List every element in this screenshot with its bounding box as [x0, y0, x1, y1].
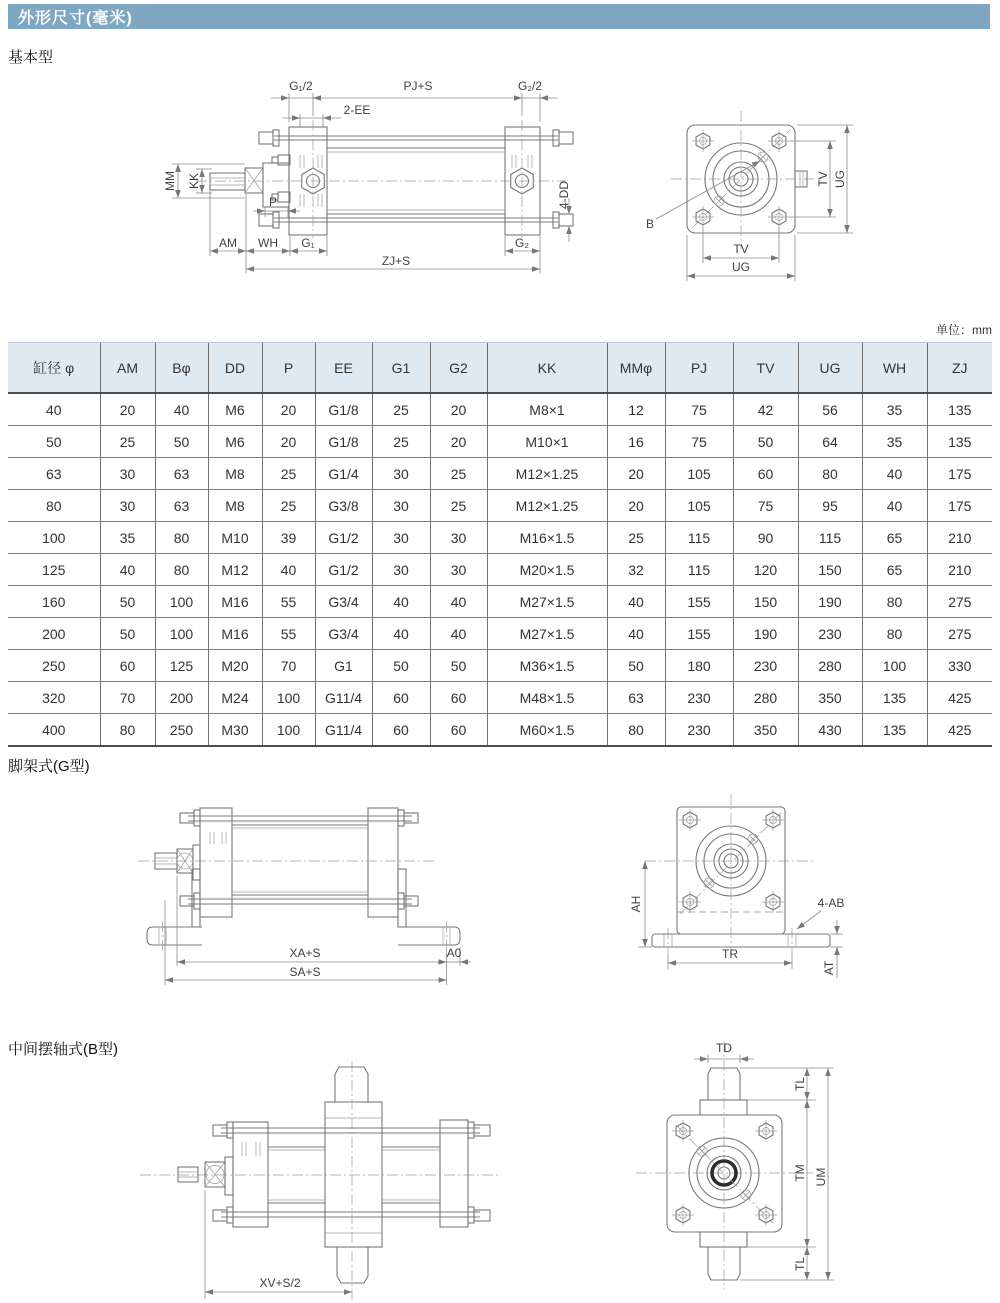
column-header: AM: [100, 343, 155, 394]
table-row: [8, 586, 992, 618]
dim-label-g1-half: G₁/2: [289, 79, 313, 93]
table-cell: 75: [665, 393, 733, 426]
dim-label-g2-half: G₂/2: [518, 79, 542, 93]
dimensions: [163, 79, 571, 273]
foot-side-view-drawing: [130, 780, 570, 995]
table-cell: G1/4: [315, 458, 372, 490]
table-cell: 60: [733, 458, 798, 490]
dim-label-p: P: [268, 195, 278, 209]
table-cell: M10×1: [487, 426, 607, 458]
table-cell: 80: [862, 618, 927, 650]
table-cell: 25: [372, 426, 430, 458]
table-cell: 320: [8, 682, 100, 714]
table-cell: 50: [8, 426, 100, 458]
table-cell: 250: [155, 714, 208, 747]
table-cell: 20: [430, 393, 487, 426]
table-cell: 350: [733, 714, 798, 747]
table-cell: G3/8: [315, 490, 372, 522]
table-cell: 25: [430, 490, 487, 522]
table-cell: M12×1.25: [487, 458, 607, 490]
table-cell: 100: [262, 682, 315, 714]
dim-label-tl-bottom: TL: [793, 1256, 807, 1272]
table-cell: 70: [262, 650, 315, 682]
table-cell: 190: [733, 618, 798, 650]
flange-face: [645, 794, 830, 954]
dim-label-tm: TM: [793, 1164, 807, 1182]
section-banner: [8, 4, 990, 29]
flange-face: [671, 111, 814, 249]
table-cell: 50: [100, 586, 155, 618]
table-row: [8, 426, 992, 458]
table-cell: 135: [862, 682, 927, 714]
table-cell: M6: [208, 426, 262, 458]
table-cell: 63: [155, 458, 208, 490]
column-header: UG: [798, 343, 862, 394]
table-cell: M27×1.5: [487, 618, 607, 650]
dim-label-ug-side: UG: [833, 170, 847, 188]
table-cell: 50: [607, 650, 665, 682]
table-row: [8, 458, 992, 490]
table-cell: M60×1.5: [487, 714, 607, 747]
corner-bolt-holes: [672, 1120, 777, 1226]
table-cell: 65: [862, 554, 927, 586]
table-row: [8, 522, 992, 554]
table-cell: 115: [665, 554, 733, 586]
table-cell: 25: [100, 426, 155, 458]
table-cell: 100: [862, 650, 927, 682]
table-cell: 35: [862, 426, 927, 458]
dim-label-4dd: 4-DD: [557, 180, 571, 210]
table-row: [8, 714, 992, 747]
table-cell: 190: [798, 586, 862, 618]
table-cell: 63: [155, 490, 208, 522]
table-cell: 40: [607, 586, 665, 618]
table-cell: 25: [430, 458, 487, 490]
table-cell: M16×1.5: [487, 522, 607, 554]
table-cell: 90: [733, 522, 798, 554]
table-cell: G11/4: [315, 714, 372, 747]
dim-label-2ee: 2-EE: [343, 103, 371, 117]
flange-face: [636, 1041, 813, 1289]
table-cell: 80: [155, 522, 208, 554]
table-cell: M48×1.5: [487, 682, 607, 714]
table-cell: 150: [733, 586, 798, 618]
table-cell: 42: [733, 393, 798, 426]
table-cell: 135: [927, 426, 992, 458]
table-cell: 50: [430, 650, 487, 682]
table-cell: 80: [8, 490, 100, 522]
table-cell: 50: [733, 426, 798, 458]
table-cell: 16: [607, 426, 665, 458]
table-cell: 20: [607, 490, 665, 522]
table-cell: G3/4: [315, 618, 372, 650]
dim-label-pj-s: PJ+S: [403, 79, 433, 93]
basic-front-view-drawing: [640, 100, 870, 290]
dim-label-mm: MM: [163, 171, 177, 191]
table-cell: M10: [208, 522, 262, 554]
table-cell: 350: [798, 682, 862, 714]
dim-label-sa-s: SA+S: [289, 965, 321, 979]
dimensions-table: [8, 342, 992, 747]
dim-label-b: B: [645, 217, 655, 231]
dimensions: [629, 861, 844, 978]
table-cell: 55: [262, 586, 315, 618]
column-header: MMφ: [607, 343, 665, 394]
dim-label-ah: AH: [629, 895, 643, 913]
dim-label-g1: G₁: [301, 236, 315, 250]
dimensions: [205, 1190, 352, 1299]
table-cell: 280: [733, 682, 798, 714]
table-cell: 125: [155, 650, 208, 682]
table-cell: 425: [927, 714, 992, 747]
table-cell: 80: [798, 458, 862, 490]
table-cell: 60: [430, 714, 487, 747]
table-cell: 135: [862, 714, 927, 747]
column-header: WH: [862, 343, 927, 394]
dim-label-at: AT: [822, 960, 836, 976]
table-cell: M16: [208, 586, 262, 618]
table-cell: 70: [100, 682, 155, 714]
column-header: DD: [208, 343, 262, 394]
table-cell: 175: [927, 458, 992, 490]
table-cell: 200: [155, 682, 208, 714]
table-cell: 20: [430, 426, 487, 458]
cylinder-body: [140, 1061, 500, 1301]
table-cell: 80: [155, 554, 208, 586]
dim-label-um: UM: [814, 1167, 828, 1187]
table-cell: 25: [262, 458, 315, 490]
table-cell: 120: [733, 554, 798, 586]
dim-label-zj-s: ZJ+S: [381, 254, 411, 268]
table-cell: 40: [862, 458, 927, 490]
table-cell: 115: [798, 522, 862, 554]
table-cell: 56: [798, 393, 862, 426]
table-cell: M30: [208, 714, 262, 747]
table-cell: 40: [372, 586, 430, 618]
table-cell: 40: [100, 554, 155, 586]
table-cell: 40: [262, 554, 315, 586]
table-cell: 230: [733, 650, 798, 682]
dim-label-tv-bottom: TV: [733, 242, 749, 256]
foot-section-title: 脚架式(G型): [8, 758, 90, 775]
dim-label-xv-s2: XV+S/2: [259, 1276, 301, 1290]
column-header: G2: [430, 343, 487, 394]
trunnion-section-title: 中间摆轴式(B型): [8, 1041, 118, 1058]
table-cell: 60: [430, 682, 487, 714]
table-cell: 135: [927, 393, 992, 426]
table-cell: 50: [372, 650, 430, 682]
table-cell: 63: [607, 682, 665, 714]
piston-rod-assembly: [178, 1157, 233, 1195]
table-row: [8, 650, 992, 682]
table-cell: 32: [607, 554, 665, 586]
table-cell: 125: [8, 554, 100, 586]
table-cell: 40: [430, 586, 487, 618]
foot-brackets: [147, 869, 460, 951]
dim-label-a0: A0: [446, 946, 462, 960]
table-cell: 35: [100, 522, 155, 554]
column-header: G1: [372, 343, 430, 394]
column-header: TV: [733, 343, 798, 394]
table-cell: 75: [733, 490, 798, 522]
table-cell: 115: [665, 522, 733, 554]
table-cell: 12: [607, 393, 665, 426]
table-cell: 30: [430, 522, 487, 554]
table-cell: 25: [262, 490, 315, 522]
table-cell: 400: [8, 714, 100, 747]
table-cell: 160: [8, 586, 100, 618]
table-row: [8, 618, 992, 650]
table-cell: 75: [665, 426, 733, 458]
table-cell: 230: [798, 618, 862, 650]
column-header: P: [262, 343, 315, 394]
table-cell: 180: [665, 650, 733, 682]
table-cell: 63: [8, 458, 100, 490]
table-cell: 200: [8, 618, 100, 650]
column-header: KK: [487, 343, 607, 394]
table-cell: 100: [262, 714, 315, 747]
table-cell: 25: [607, 522, 665, 554]
table-cell: M6: [208, 393, 262, 426]
table-cell: 425: [927, 682, 992, 714]
table-cell: 40: [430, 618, 487, 650]
dim-label-tl-top: TL: [793, 1076, 807, 1092]
table-cell: 40: [155, 393, 208, 426]
table-cell: 20: [100, 393, 155, 426]
table-cell: 250: [8, 650, 100, 682]
unit-note: 单位：mm: [936, 323, 992, 337]
table-cell: M20: [208, 650, 262, 682]
table-cell: 210: [927, 522, 992, 554]
dim-label-td: TD: [716, 1041, 732, 1055]
basic-section-title: 基本型: [8, 49, 54, 66]
table-cell: 40: [862, 490, 927, 522]
piston-rod-assembly: [155, 845, 200, 880]
table-cell: 30: [100, 458, 155, 490]
table-cell: 50: [100, 618, 155, 650]
table-cell: 50: [155, 426, 208, 458]
table-cell: 80: [607, 714, 665, 747]
table-cell: 330: [927, 650, 992, 682]
table-cell: 20: [262, 426, 315, 458]
table-cell: 275: [927, 618, 992, 650]
table-cell: 105: [665, 490, 733, 522]
table-cell: 230: [665, 714, 733, 747]
table-cell: M24: [208, 682, 262, 714]
table-cell: 105: [665, 458, 733, 490]
column-header: EE: [315, 343, 372, 394]
dim-label-am: AM: [219, 236, 237, 250]
table-cell: 35: [862, 393, 927, 426]
table-cell: 230: [665, 682, 733, 714]
table-cell: 275: [927, 586, 992, 618]
table-cell: 280: [798, 650, 862, 682]
table-cell: 95: [798, 490, 862, 522]
dim-label-4ab: 4-AB: [817, 896, 845, 910]
table-cell: G1/8: [315, 426, 372, 458]
table-cell: 100: [155, 618, 208, 650]
table-cell: M12: [208, 554, 262, 586]
column-header: Bφ: [155, 343, 208, 394]
table-cell: 40: [607, 618, 665, 650]
column-header: 缸径 φ: [8, 343, 100, 394]
banner-title: 外形尺寸(毫米): [18, 10, 133, 27]
table-cell: G3/4: [315, 586, 372, 618]
column-header: PJ: [665, 343, 733, 394]
table-row: [8, 554, 992, 586]
table-cell: M27×1.5: [487, 586, 607, 618]
table-cell: M36×1.5: [487, 650, 607, 682]
table-cell: 30: [372, 522, 430, 554]
table-cell: G1/2: [315, 554, 372, 586]
table-cell: 20: [262, 393, 315, 426]
table-cell: 40: [372, 618, 430, 650]
table-row: [8, 682, 992, 714]
basic-side-view-drawing: [160, 70, 580, 285]
dim-label-g2: G₂: [515, 236, 529, 250]
table-cell: M12×1.25: [487, 490, 607, 522]
table-cell: 80: [862, 586, 927, 618]
table-cell: 65: [862, 522, 927, 554]
dim-label-xa-s: XA+S: [289, 946, 321, 960]
table-cell: 100: [8, 522, 100, 554]
trunnion-front-view-drawing: [620, 1035, 880, 1295]
table-cell: 60: [372, 714, 430, 747]
table-cell: 80: [100, 714, 155, 747]
table-cell: 39: [262, 522, 315, 554]
table-cell: M20×1.5: [487, 554, 607, 586]
table-cell: 25: [372, 393, 430, 426]
table-cell: 155: [665, 618, 733, 650]
table-cell: 30: [372, 458, 430, 490]
table-cell: 175: [927, 490, 992, 522]
table-cell: 150: [798, 554, 862, 586]
table-cell: 30: [372, 554, 430, 586]
table-row: [8, 490, 992, 522]
dimensions: [694, 1041, 834, 1280]
table-cell: M8: [208, 458, 262, 490]
table-cell: G1/2: [315, 522, 372, 554]
table-cell: 100: [155, 586, 208, 618]
table-cell: 60: [372, 682, 430, 714]
dim-label-ug-bottom: UG: [732, 260, 750, 274]
table-cell: 64: [798, 426, 862, 458]
table-cell: 30: [372, 490, 430, 522]
dim-label-tv-side: TV: [816, 171, 830, 187]
table-row: [8, 393, 992, 426]
table-header-row: [8, 343, 992, 394]
table-cell: 430: [798, 714, 862, 747]
table-cell: G1: [315, 650, 372, 682]
table-cell: G11/4: [315, 682, 372, 714]
table-cell: G1/8: [315, 393, 372, 426]
trunnion-side-view-drawing: [120, 1060, 520, 1303]
table-cell: 20: [607, 458, 665, 490]
table-cell: M16: [208, 618, 262, 650]
dimensions: [646, 125, 853, 281]
dim-label-wh: WH: [258, 236, 278, 250]
table-cell: 40: [8, 393, 100, 426]
table-cell: 55: [262, 618, 315, 650]
column-header: ZJ: [927, 343, 992, 394]
foot-front-view-drawing: [620, 790, 880, 990]
dim-label-kk: KK: [187, 172, 201, 190]
cylinder-body: [138, 808, 435, 917]
table-cell: 30: [430, 554, 487, 586]
dim-label-tr: TR: [722, 947, 738, 961]
table-cell: 155: [665, 586, 733, 618]
table-cell: 210: [927, 554, 992, 586]
table-cell: 30: [100, 490, 155, 522]
table-cell: 60: [100, 650, 155, 682]
table-cell: M8: [208, 490, 262, 522]
table-cell: M8×1: [487, 393, 607, 426]
